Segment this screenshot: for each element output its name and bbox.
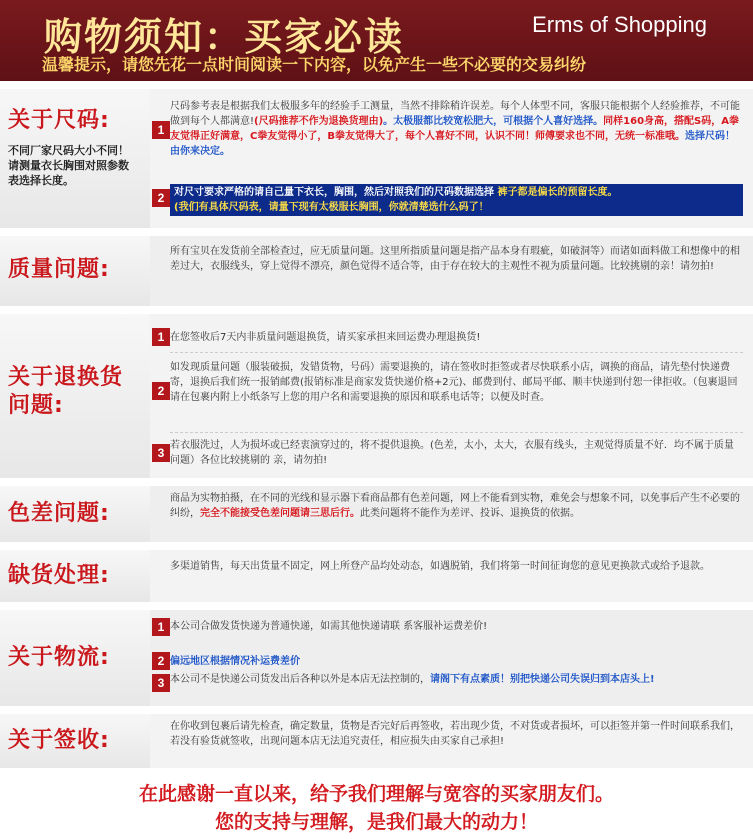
- color-section: [0, 486, 753, 544]
- logistics-item-3-number: 3: [152, 674, 170, 692]
- size-item-1-number: 1: [152, 121, 170, 139]
- returns-section: [0, 314, 753, 480]
- color-text: [170, 491, 743, 521]
- logistics-section: [0, 610, 753, 708]
- size-item-1-text-a: 尺码参考表是根据我们太极服多年的经验手工测量，当然不排除稍许误差。每个人体型不同，客服只能根据个人经验推荐，不可能做到每个人都满意!: [170, 101, 740, 127]
- color-text-a: 商品为实物拍摄，在不同的光线和显示器下看商品都有色差问题，网上不能看到实物，难免会与想象不同，以免事后产生不必要的纠纷，: [170, 493, 740, 519]
- logistics-item-3: [170, 672, 743, 687]
- size-item-1-text-c: 。太极服都比较宽松肥大，可根据个人喜好选择。: [383, 116, 604, 127]
- color-text-c: 此类问题将不能作为差评、投诉、退换货的依据。: [360, 508, 580, 519]
- logistics-item-3-text-b: 请阁下有点素质！别把快递公司失误归到本店头上!: [430, 674, 655, 685]
- returns-item-1: 在您签收后7天内非质量问题退换货，请买家承担来回运费办理退换货!: [170, 332, 481, 343]
- size-item-1: [170, 99, 743, 159]
- returns-item-2: 如发现质量问题（服装破损，发错货物，号码）需要退换的，请在签收时拒签或者尽快联系小店，调换的商品，请先垫付快递费寄，退换后我们统一报销邮费(报销标准是商家发货快递价格+2元)、邮费到付、邮局平邮、顺丰快递到付恕一律拒收。（包裹退回请在包裹内附上小纸条写上您的用户名和需要退换的原因和联系电话等；以便及时查。: [170, 362, 738, 403]
- logistics-item-3-text-a: 本公司不是快递公司货发出后各种以外是本店无法控制的，: [170, 674, 430, 685]
- footer: [0, 773, 753, 839]
- page-title: 购物须知：买家必读: [44, 15, 405, 59]
- header-subtitle: 温馨提示，请您先花一点时间阅读一下内容，以免产生一些不必要的交易纠纷: [42, 55, 587, 74]
- footer-support: 您的支持与理解，是我们最大的动力！: [214, 811, 538, 833]
- size-item-1-text-e: 选择尺码！由你来决定。: [170, 131, 735, 157]
- returns-item-3: 若衣服洗过，人为损坏或已经衷演穿过的，将不提供退换。(色差，太小，太大，衣服有线头，主观觉得质量不好．均不属于质量问题）各位比较挑剔的 亲，请勿拍!: [170, 440, 734, 466]
- size-label-panel: [0, 89, 150, 228]
- size-item-2-text-c: (我们有具体尺码表，请量下现有太极服长胸围，你就清楚选什么码了！: [174, 202, 489, 213]
- stock-text: 多渠道销售，每天出货量不固定，网上所登产品均处动态，如遇脱销，我们将第一时间征询您的意见更换款式或给予退款。: [170, 561, 710, 572]
- logistics-item-1: 本公司合做发货快递为普通快递，如需其他快递请联 系客服补运费差价!: [170, 621, 488, 632]
- returns-item-3-number: 3: [152, 444, 170, 462]
- size-highlight-box: [170, 184, 743, 216]
- returns-divider-1: [170, 352, 743, 353]
- stock-label-panel: [0, 550, 150, 602]
- logistics-label-panel: [0, 610, 150, 706]
- quality-label-panel: [0, 236, 150, 306]
- size-item-1-text-b: (尺码推荐不作为退换货理由): [254, 116, 384, 127]
- quality-heading: 质量问题:: [8, 257, 110, 282]
- returns-item-1-number: 1: [152, 328, 170, 346]
- stock-section: [0, 550, 753, 604]
- size-item-2: [170, 184, 743, 216]
- returns-label-panel: [0, 314, 150, 478]
- color-heading: 色差问题:: [8, 501, 110, 526]
- logistics-item-2: 偏远地区根据情况补运费差价: [170, 656, 300, 667]
- size-section: [0, 89, 753, 230]
- size-item-2-text-b: 裤子都是偏长的预留长度。: [497, 187, 618, 198]
- returns-divider-2: [170, 432, 743, 433]
- sign-text: 在你收到包裹后请先检查，确定数量，货物是否完好后再签收，若出现少货，不对货或者损坏，可以拒签并第一件时间联系我们，若没有验货就签收，出现问题本店无法追究责任，相应损失由买家自己承担!: [170, 721, 740, 747]
- logistics-item-2-number: 2: [152, 652, 170, 670]
- color-text-b: 完全不能接受色差问题请三思后行。: [200, 508, 360, 519]
- size-note: 不同厂家尺码大小不同！请测量衣长胸围对照参数表选择长度。: [8, 144, 129, 187]
- size-heading: 关于尺码:: [8, 108, 110, 133]
- footer-thanks: 在此感谢一直以来，给予我们理解与宽容的买家朋友们。: [138, 783, 614, 805]
- returns-item-2-number: 2: [152, 382, 170, 400]
- sign-section: [0, 714, 753, 770]
- quality-section: [0, 236, 753, 308]
- english-title: Erms of Shopping: [532, 12, 707, 37]
- returns-heading: 关于退换货问题:: [8, 365, 124, 418]
- size-item-2-text-a: 对尺寸要求严格的请自己量下衣长，胸围，然后对照我们的尺码数据选择: [174, 187, 494, 198]
- logistics-heading: 关于物流:: [8, 645, 110, 670]
- stock-heading: 缺货处理:: [8, 563, 110, 588]
- quality-text: 所有宝贝在发货前全部检查过，应无质量问题。这里所指质量问题是指产品本身有瑕疵，如破洞等）而诸如面料做工和想像中的相差过大，衣服线头，穿上觉得不漂亮，颜色觉得不适合等，由于存在较大的主观性不视为质量问题。比较挑剔的亲！请勿拍!: [170, 246, 740, 272]
- size-item-1-text-d: 同样160身高，搭配S码，A拳友觉得正好满意，C拳友觉得小了，B拳友觉得大了，每个人喜好不同，认识不同！师傅要求也不同，无统一标准哦。: [170, 116, 739, 142]
- size-item-2-number: 2: [152, 189, 170, 207]
- sign-label-panel: [0, 714, 150, 768]
- sign-heading: 关于签收:: [8, 728, 110, 753]
- header-banner: [0, 0, 753, 81]
- logistics-item-1-number: 1: [152, 618, 170, 636]
- color-label-panel: [0, 486, 150, 542]
